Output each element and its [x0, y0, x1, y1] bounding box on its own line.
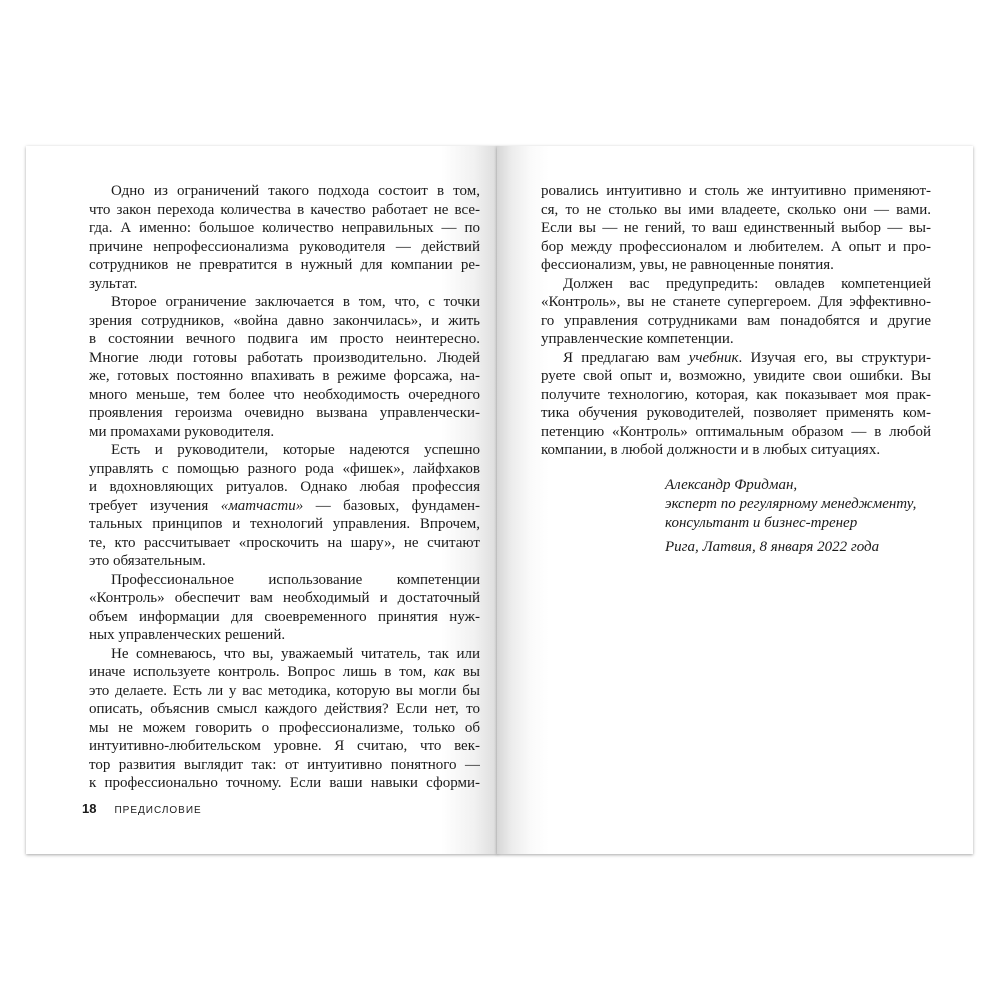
text-line: те, кто рассчитывает «проскочить на шару», не считают: [89, 534, 480, 551]
text-line: «Контроль» обеспечит вам необходимый и достаточный: [89, 590, 480, 606]
text-line: гда. А именно: большое количество неправильных — по: [89, 220, 480, 236]
text-line: проявления героизма очевидно вызвана управленчески-: [89, 405, 480, 421]
place-date: Рига, Латвия, 8 января 2022 года: [665, 539, 880, 555]
text-line: же, готовых постоянно впахивать в режиме форсажа, на-: [89, 368, 480, 384]
text-segment: требует изучения: [89, 497, 221, 514]
text-line: го управления сотрудниками вам понадобятся и другие: [541, 312, 931, 329]
text-segment: . Изучая его, вы структури-: [738, 349, 931, 366]
text-line: в состоянии вечного подвига им просто неинтересно.: [89, 331, 480, 347]
text-line: причине непрофессионализма руководителя — действий: [89, 238, 480, 255]
text-line: [541, 349, 931, 368]
text-line: тор развития выглядит так: от интуитивно понятного —: [89, 756, 480, 773]
text-line: бор между профессионалом и любителем. А опыт и про-: [541, 238, 931, 255]
italic-text: как: [433, 664, 456, 680]
text-line: фессионализм, увы, не равноценные понятия.: [541, 257, 834, 273]
text-line: описать, объяснив смысл каждого действия? Если нет, то: [89, 701, 480, 717]
text-line: Должен вас предупредить: овладев компетенцией: [563, 275, 931, 292]
text-line: ми промахами руководителя.: [89, 423, 275, 440]
text-line: сотрудников не превратится в нужный для компании ре-: [89, 257, 480, 273]
text-line: ровались интуитивно и столь же интуитивно применяют-: [541, 183, 931, 199]
text-line: Одно из ограничений такого подхода состоит в том,: [111, 183, 480, 199]
author-signature: [665, 476, 916, 557]
text-line: и вдохновляющих ритуалов. Однако любая профессия: [89, 479, 480, 495]
text-line: много меньше, тем более что необходимость очередного: [89, 386, 480, 403]
text-line: это обязательным.: [89, 553, 206, 569]
text-segment: вы: [455, 664, 480, 680]
text-line: Если вы — не гений, то ваш единственный выбор — вы-: [541, 220, 931, 236]
text-line: тика обучения руководителей, позволяет применять ком-: [541, 405, 931, 421]
text-line: руете свой опыт и, возможно, увидите свои ошибки. Вы: [541, 368, 931, 384]
text-segment: — базовых, фундамен-: [303, 497, 480, 514]
text-line: мы не можем говорить о профессионализме, только об: [89, 719, 480, 736]
page-number: 18: [82, 801, 97, 816]
text-line: ных управленческих решений.: [89, 627, 286, 643]
text-line: Есть и руководители, которые надеются успешно: [111, 442, 480, 458]
text-line: компании, в любой должности и в любых ситуациях.: [541, 442, 881, 458]
text-line: интуитивно-любительском уровне. Я считаю, что век-: [89, 738, 480, 754]
text-line: петенцию «Контроль» оптимальным образом — в любой: [541, 423, 931, 440]
text-line: это делаете. Есть ли у вас методика, которую вы могли бы: [89, 682, 480, 699]
text-segment: Я предлагаю вам: [563, 349, 689, 366]
page-footer: [82, 802, 202, 818]
italic-text: учебник: [688, 349, 739, 366]
text-line: что закон перехода количества в качество работает не все-: [89, 201, 480, 218]
text-line: получите технологию, которая, как показывает моя прак-: [541, 386, 931, 403]
text-line: ся, то не столько вы ими владеете, сколько они — вами.: [541, 201, 931, 218]
text-line: Не сомневаюсь, что вы, уважаемый читатель, так или: [111, 645, 480, 662]
text-line: зультат.: [89, 275, 138, 292]
author-role: эксперт по регулярному менеджменту,: [665, 496, 917, 512]
author-name: Александр Фридман,: [665, 477, 798, 493]
text-line: «Контроль», вы не станете супергероем. Для эффективно-: [541, 294, 931, 310]
left-page: [26, 146, 498, 854]
text-line: тальных принципов и технологий управления. Впрочем,: [89, 516, 480, 532]
text-line: Профессиональное использование компетенции: [111, 571, 480, 588]
text-line: управлять с помощью разного рода «фишек», лайфхаков: [89, 460, 480, 477]
text-line: [89, 663, 480, 682]
italic-text: «матчасти»: [220, 497, 304, 514]
right-page-text: [541, 182, 931, 460]
text-line: [89, 497, 480, 516]
left-page-text: [89, 182, 480, 793]
text-segment: иначе используете контроль. Вопрос лишь в том,: [89, 664, 434, 680]
text-line: зрения сотрудников, «война давно закончилась», и жить: [89, 312, 480, 329]
text-line: управленческие компетенции.: [541, 331, 734, 347]
author-role: консультант и бизнес-тренер: [665, 515, 858, 531]
text-line: Второе ограничение заключается в том, что, с точки: [111, 294, 480, 310]
running-title: ПРЕДИСЛОВИЕ: [114, 805, 202, 816]
right-page: [497, 146, 973, 854]
text-line: объем информации для своевременного принятия нуж-: [89, 608, 480, 625]
text-line: к профессионально точному. Если ваши навыки сформи-: [89, 775, 480, 791]
text-line: Многие люди готовы работать производительно. Людей: [89, 349, 480, 366]
